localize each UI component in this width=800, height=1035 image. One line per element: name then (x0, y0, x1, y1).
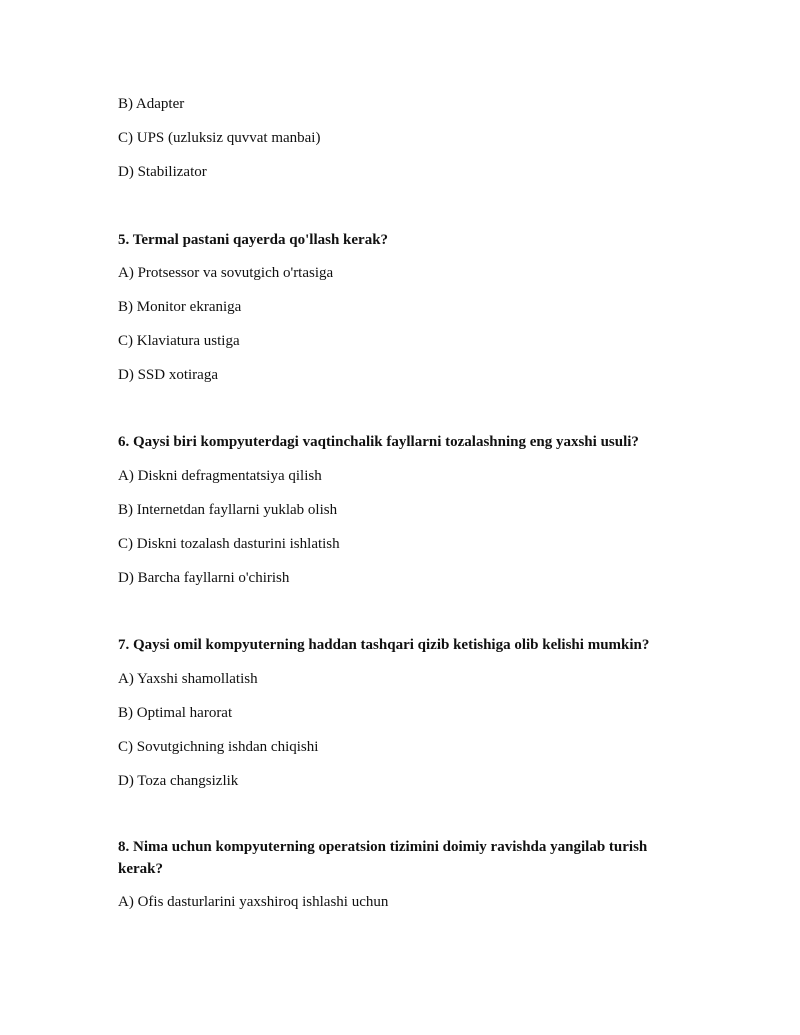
answer-option: A) Protsessor va sovutgich o'rtasiga (118, 265, 334, 281)
answer-option: B) Optimal harorat (118, 705, 233, 721)
question-8-title: 8. Nima uchun kompyuterning operatsion tizimini doimiy ravishda yangilab turish kerak? (118, 839, 648, 877)
answer-option: C) Diskni tozalash dasturini ishlatish (118, 536, 340, 552)
answer-option: C) Sovutgichning ishdan chiqishi (118, 739, 319, 755)
answer-option: A) Yaxshi shamollatish (118, 671, 258, 687)
answer-option: D) Toza changsizlik (118, 773, 239, 789)
answer-option: D) Stabilizator (118, 164, 207, 180)
answer-option: C) UPS (uzluksiz quvvat manbai) (118, 130, 321, 146)
answer-option: D) SSD xotiraga (118, 367, 218, 383)
answer-option: A) Diskni defragmentatsiya qilish (118, 468, 322, 484)
answer-option: B) Internetdan fayllarni yuklab olish (118, 502, 338, 518)
answer-option: B) Adapter (118, 96, 185, 112)
answer-option: C) Klaviatura ustiga (118, 333, 240, 349)
question-7-title: 7. Qaysi omil kompyuterning haddan tashqari qizib ketishiga olib kelishi mumkin? (118, 637, 650, 653)
answer-option: B) Monitor ekraniga (118, 299, 242, 315)
answer-option: A) Ofis dasturlarini yaxshiroq ishlashi uchun (118, 894, 389, 910)
answer-option: D) Barcha fayllarni o'chirish (118, 570, 290, 586)
question-6-title: 6. Qaysi biri kompyuterdagi vaqtinchalik fayllarni tozalashning eng yaxshi usuli? (118, 434, 639, 450)
question-5-title: 5. Termal pastani qayerda qo'llash kerak? (118, 232, 389, 248)
